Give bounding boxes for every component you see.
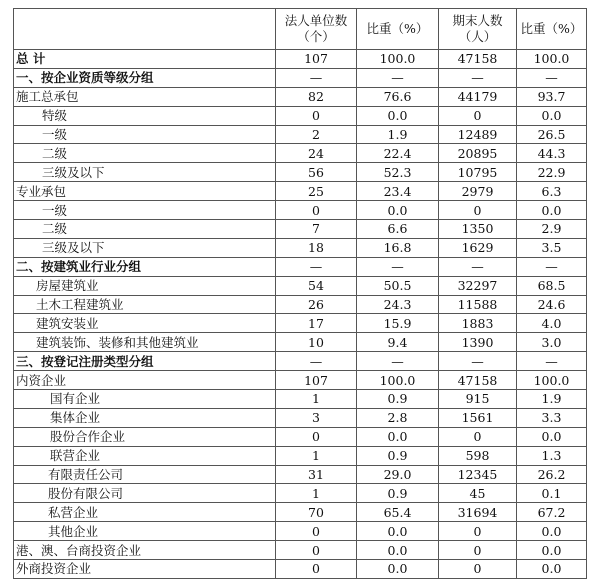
section-row [14,352,587,371]
headcount-share-cell: 0.0 [517,106,587,125]
header-unit-share: 比重（%） [357,9,439,50]
unit-count-cell: — [276,352,357,371]
table-row [14,427,587,446]
row-label: 二、按建筑业行业分组 [14,257,276,276]
table-row [14,371,587,390]
headcount-share-cell: 0.0 [517,560,587,579]
row-label: 土木工程建筑业 [14,295,276,314]
headcount-cell: 0 [439,560,517,579]
row-label: 专业承包 [14,182,276,201]
table-row [14,314,587,333]
headcount-share-cell: 0.0 [517,427,587,446]
header-row [14,9,587,50]
row-label: 有限责任公司 [14,465,276,484]
headcount-share-cell: 67.2 [517,503,587,522]
headcount-cell: 31694 [439,503,517,522]
unit-share-cell: 76.6 [357,87,439,106]
headcount-share-cell: 2.9 [517,220,587,239]
unit-share-cell: 65.4 [357,503,439,522]
unit-share-cell: 0.0 [357,427,439,446]
row-label: 施工总承包 [14,87,276,106]
unit-count-cell: — [276,68,357,87]
headcount-cell: 47158 [439,50,517,69]
statistics-table [13,8,587,579]
unit-count-cell: 3 [276,408,357,427]
table-row [14,465,587,484]
table-row [14,201,587,220]
unit-share-cell: 0.9 [357,484,439,503]
table-row [14,125,587,144]
headcount-cell: 47158 [439,371,517,390]
row-label: 一、按企业资质等级分组 [14,68,276,87]
headcount-share-cell: 93.7 [517,87,587,106]
unit-share-cell: 15.9 [357,314,439,333]
unit-count-cell: 0 [276,522,357,541]
row-label: 集体企业 [14,408,276,427]
header-headcount: 期末人数（人） [439,9,517,50]
unit-count-cell: 0 [276,560,357,579]
row-label: 特级 [14,106,276,125]
header-corner [14,9,276,50]
headcount-cell: 598 [439,446,517,465]
unit-count-cell: 107 [276,50,357,69]
header-headcount-share: 比重（%） [517,9,587,50]
row-label: 外商投资企业 [14,560,276,579]
headcount-cell: 1561 [439,408,517,427]
unit-count-cell: 0 [276,201,357,220]
unit-count-cell: 10 [276,333,357,352]
unit-count-cell: 2 [276,125,357,144]
unit-count-cell: 82 [276,87,357,106]
row-label: 一级 [14,201,276,220]
headcount-share-cell: 0.0 [517,522,587,541]
unit-share-cell: — [357,68,439,87]
unit-share-cell: 6.6 [357,220,439,239]
section-row [14,257,587,276]
table-row [14,390,587,409]
row-label: 内资企业 [14,371,276,390]
unit-share-cell: 29.0 [357,465,439,484]
headcount-share-cell: 26.5 [517,125,587,144]
headcount-cell: 0 [439,541,517,560]
unit-count-cell: 56 [276,163,357,182]
headcount-cell: 0 [439,106,517,125]
headcount-cell: 45 [439,484,517,503]
headcount-cell: 10795 [439,163,517,182]
unit-share-cell: 0.0 [357,560,439,579]
table-row [14,163,587,182]
headcount-cell: 0 [439,427,517,446]
unit-count-cell: 0 [276,541,357,560]
headcount-cell: — [439,257,517,276]
headcount-share-cell: — [517,68,587,87]
unit-share-cell: 100.0 [357,371,439,390]
unit-count-cell: 1 [276,390,357,409]
unit-share-cell: — [357,257,439,276]
unit-count-cell: 54 [276,276,357,295]
unit-share-cell: 16.8 [357,238,439,257]
headcount-share-cell: 0.1 [517,484,587,503]
headcount-cell: — [439,352,517,371]
table-row [14,333,587,352]
headcount-share-cell: 3.3 [517,408,587,427]
unit-count-cell: 17 [276,314,357,333]
table-row [14,238,587,257]
table-row [14,87,587,106]
headcount-share-cell: 3.5 [517,238,587,257]
table-body [14,50,587,579]
table-row [14,503,587,522]
header-unit-count: 法人单位数（个） [276,9,357,50]
headcount-cell: 44179 [439,87,517,106]
unit-count-cell: 0 [276,427,357,446]
row-label: 私营企业 [14,503,276,522]
row-label: 其他企业 [14,522,276,541]
unit-share-cell: 0.0 [357,106,439,125]
unit-share-cell: 0.0 [357,522,439,541]
unit-count-cell: 26 [276,295,357,314]
table-row [14,541,587,560]
unit-count-cell: 70 [276,503,357,522]
unit-share-cell: 0.0 [357,541,439,560]
unit-share-cell: 100.0 [357,50,439,69]
unit-count-cell: 0 [276,106,357,125]
unit-share-cell: 22.4 [357,144,439,163]
unit-share-cell: 0.9 [357,390,439,409]
headcount-share-cell: 100.0 [517,371,587,390]
headcount-cell: 1390 [439,333,517,352]
headcount-share-cell: 100.0 [517,50,587,69]
unit-count-cell: 24 [276,144,357,163]
unit-share-cell: — [357,352,439,371]
headcount-share-cell: 44.3 [517,144,587,163]
row-label: 一级 [14,125,276,144]
headcount-cell: 1629 [439,238,517,257]
headcount-share-cell: 1.3 [517,446,587,465]
row-label: 三、按登记注册类型分组 [14,352,276,371]
headcount-share-cell: — [517,352,587,371]
table-header [14,9,587,50]
unit-count-cell: 1 [276,446,357,465]
row-label: 股份合作企业 [14,427,276,446]
table-row [14,106,587,125]
headcount-cell: 0 [439,201,517,220]
unit-count-cell: 1 [276,484,357,503]
headcount-share-cell: 68.5 [517,276,587,295]
unit-count-cell: 31 [276,465,357,484]
headcount-cell: — [439,68,517,87]
unit-share-cell: 24.3 [357,295,439,314]
unit-share-cell: 52.3 [357,163,439,182]
table-row [14,522,587,541]
row-label: 房屋建筑业 [14,276,276,295]
unit-share-cell: 2.8 [357,408,439,427]
headcount-cell: 12489 [439,125,517,144]
headcount-cell: 1350 [439,220,517,239]
row-label: 建筑安装业 [14,314,276,333]
headcount-cell: 0 [439,522,517,541]
headcount-share-cell: 1.9 [517,390,587,409]
row-label: 港、澳、台商投资企业 [14,541,276,560]
unit-count-cell: — [276,257,357,276]
table-row [14,484,587,503]
unit-share-cell: 1.9 [357,125,439,144]
headcount-share-cell: 24.6 [517,295,587,314]
row-label: 三级及以下 [14,163,276,182]
unit-share-cell: 0.9 [357,446,439,465]
section-row [14,68,587,87]
row-label: 建筑装饰、装修和其他建筑业 [14,333,276,352]
table-row [14,295,587,314]
table-row [14,408,587,427]
row-label: 股份有限公司 [14,484,276,503]
unit-count-cell: 7 [276,220,357,239]
table-row [14,144,587,163]
table-row [14,446,587,465]
headcount-cell: 20895 [439,144,517,163]
headcount-share-cell: 4.0 [517,314,587,333]
unit-count-cell: 107 [276,371,357,390]
row-label: 三级及以下 [14,238,276,257]
headcount-cell: 2979 [439,182,517,201]
unit-share-cell: 23.4 [357,182,439,201]
headcount-cell: 1883 [439,314,517,333]
row-label: 联营企业 [14,446,276,465]
headcount-share-cell: 3.0 [517,333,587,352]
headcount-cell: 32297 [439,276,517,295]
headcount-cell: 915 [439,390,517,409]
headcount-share-cell: 22.9 [517,163,587,182]
unit-count-cell: 18 [276,238,357,257]
headcount-share-cell: — [517,257,587,276]
row-label: 二级 [14,144,276,163]
headcount-cell: 12345 [439,465,517,484]
table-row [14,276,587,295]
row-label: 总 计 [14,50,276,69]
unit-count-cell: 25 [276,182,357,201]
total-row [14,50,587,69]
unit-share-cell: 50.5 [357,276,439,295]
table-row [14,560,587,579]
row-label: 国有企业 [14,390,276,409]
table-row [14,182,587,201]
headcount-share-cell: 0.0 [517,201,587,220]
headcount-share-cell: 26.2 [517,465,587,484]
row-label: 二级 [14,220,276,239]
unit-share-cell: 0.0 [357,201,439,220]
unit-share-cell: 9.4 [357,333,439,352]
table-row [14,220,587,239]
headcount-share-cell: 0.0 [517,541,587,560]
headcount-share-cell: 6.3 [517,182,587,201]
headcount-cell: 11588 [439,295,517,314]
